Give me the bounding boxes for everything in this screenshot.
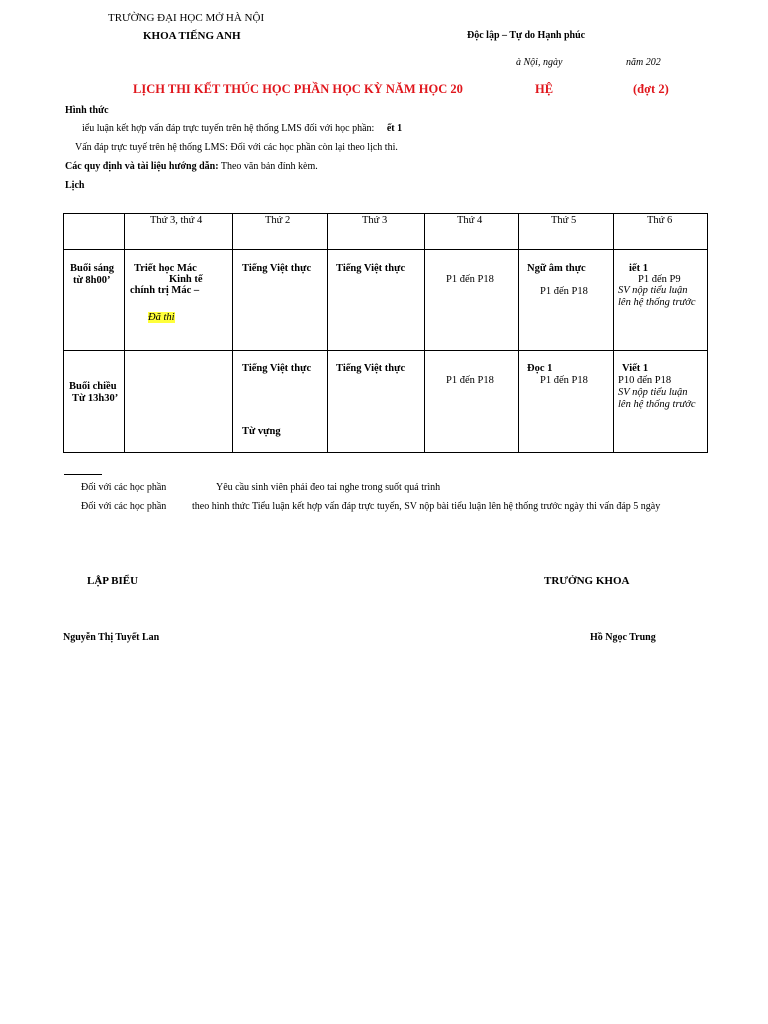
footnote-1-text: Yêu cầu sinh viên phải đeo tai nghe trong suốt quá trình <box>216 482 441 493</box>
subject-name: Triết học Mác <box>134 263 197 274</box>
rules-text: Theo văn bản đính kèm. <box>220 161 318 172</box>
subject-name: Từ vựng <box>242 426 281 437</box>
submission-note: lên hệ thống trước <box>618 297 696 308</box>
session-label: Buổi sáng <box>70 263 115 274</box>
room-range: P1 đến P18 <box>446 274 494 285</box>
table-cell <box>519 250 614 351</box>
table-header-row <box>64 214 708 250</box>
footnote-2-label: Đối với các học phần <box>81 501 167 512</box>
format-line-1-subject: ết 1 <box>386 123 403 134</box>
submission-note: lên hệ thống trước <box>618 399 696 410</box>
rules-line <box>65 161 318 172</box>
footnote-2-text: theo hình thức Tiểu luận kết hợp vấn đáp trực tuyến, SV nộp bài tiểu luận lên hệ thống trước ngày thi vấn đáp 5 ngày <box>192 501 661 512</box>
header-label: Thứ 4 <box>457 215 483 226</box>
format-label: Hình thức <box>65 105 109 116</box>
format-line-2: Vấn đáp trực tuyế trên hệ thống LMS: Đối với các học phần còn lại theo lịch thi. <box>75 142 398 153</box>
table-cell <box>519 351 614 453</box>
document-title: LỊCH THI KẾT THÚC HỌC PHẦN HỌC KỲ NĂM HỌC 20 <box>133 82 463 96</box>
subject-name: Ngữ âm thực <box>527 263 586 274</box>
submission-note: SV nộp tiểu luận <box>618 387 688 398</box>
dean-name: Hồ Ngọc Trung <box>590 632 656 643</box>
room-range: P1 đến P18 <box>540 286 588 297</box>
header-cell <box>125 214 233 250</box>
prepared-by-name: Nguyễn Thị Tuyết Lan <box>63 632 160 643</box>
header-label: Thứ 2 <box>265 215 291 226</box>
national-motto: Độc lập – Tự do Hạnh phúc <box>467 30 586 41</box>
footnote-divider <box>64 474 102 475</box>
university-name: TRƯỜNG ĐẠI HỌC MỞ HÀ NỘI <box>108 12 265 24</box>
submission-note: SV nộp tiểu luận <box>618 285 688 296</box>
format-line-1 <box>82 123 402 134</box>
subject-name: Tiếng Việt thực <box>242 263 312 274</box>
faculty-name: KHOA TIẾNG ANH <box>143 30 241 42</box>
format-line-1-text: iểu luận kết hợp vấn đáp trực tuyến trên hệ thống LMS đối với học phần: <box>82 123 375 134</box>
title-round: (đợt 2) <box>633 82 669 96</box>
header-label: Thứ 5 <box>551 215 577 226</box>
place-date: à Nội, ngày <box>516 57 563 68</box>
table-cell <box>328 250 425 351</box>
table-cell <box>125 250 233 351</box>
exam-done-note: Đã thi <box>148 312 175 323</box>
session-time: từ 8h00’ <box>73 275 111 286</box>
header-label: Thứ 6 <box>647 215 673 226</box>
header-cell <box>328 214 425 250</box>
header-cell <box>233 214 328 250</box>
table-cell <box>614 250 708 351</box>
session-cell <box>64 351 125 453</box>
header-cell <box>519 214 614 250</box>
session-time: Từ 13h30’ <box>72 393 119 404</box>
header-label: Thứ 3 <box>362 215 388 226</box>
subject-name: Tiếng Việt thực <box>336 263 406 274</box>
room-range: P1 đến P18 <box>540 375 588 386</box>
subject-name: iết 1 <box>629 263 648 274</box>
table-cell <box>425 250 519 351</box>
subject-name: Đọc 1 <box>527 363 553 374</box>
subject-name: Viết 1 <box>622 363 649 374</box>
exam-schedule-table <box>63 213 708 453</box>
table-cell <box>233 250 328 351</box>
dean-title: TRƯỞNG KHOA <box>544 575 630 587</box>
session-label: Buổi chiều <box>69 381 117 392</box>
title-system: HỆ <box>535 82 554 96</box>
table-cell-empty <box>125 351 233 453</box>
subject-name: Tiếng Việt thực <box>336 363 406 374</box>
table-row-afternoon <box>64 351 708 453</box>
table-cell <box>425 351 519 453</box>
prepared-by-title: LẬP BIỂU <box>87 575 139 587</box>
table-cell <box>233 351 328 453</box>
subject-name: Tiếng Việt thực <box>242 363 312 374</box>
rules-label: Các quy định và tài liệu hướng dẫn: <box>65 161 219 172</box>
header-cell-empty <box>64 214 125 250</box>
date-year: năm 202 <box>626 57 661 68</box>
table-cell <box>328 351 425 453</box>
room-range: P1 đến P18 <box>446 375 494 386</box>
subject-name: chính trị Mác – <box>130 285 200 296</box>
session-cell <box>64 250 125 351</box>
footnote-1-label: Đối với các học phần <box>81 482 167 493</box>
room-range: P10 đến P18 <box>618 375 672 386</box>
schedule-label: Lịch <box>65 180 85 191</box>
subject-name: Kinh tế <box>169 274 203 285</box>
header-cell <box>425 214 519 250</box>
room-range: P1 đến P9 <box>638 274 681 285</box>
header-cell <box>614 214 708 250</box>
table-cell <box>614 351 708 453</box>
table-row-morning <box>64 250 708 351</box>
header-label: Thứ 3, thứ 4 <box>150 215 203 226</box>
